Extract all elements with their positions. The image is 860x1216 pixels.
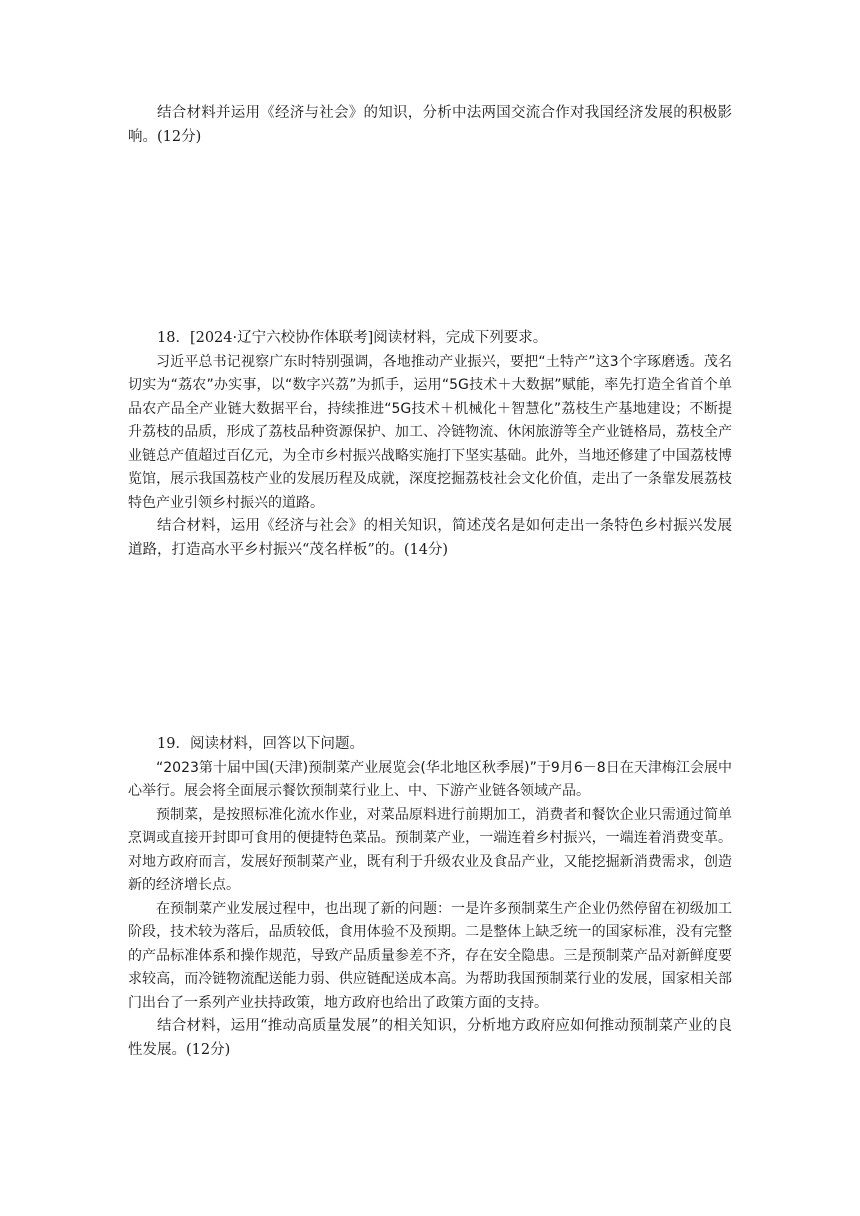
q19-para3: 在预制菜产业发展过程中，也出现了新的问题：一是许多预制菜生产企业仍然停留在初级加工阶段，技术较为落后，品质较低，食用体验不及预期。二是整体上缺乏统一的国家标准，没有完整的产品标准体系和操作规范，导致产品质量参差不齐，存在安全隐患。三是预制菜产品对新鲜度要求较高，而冷链物流配送能力弱、供应链配送成本高。为帮助我国预制菜行业的发展，国家相关部门出台了一系列产业扶持政策，地方政府也给出了政策方面的支持。 xyxy=(128,900,732,1011)
q18-header: 18．[2024·辽宁六校协作体联考]阅读材料，完成下列要求。 xyxy=(157,330,548,346)
q18-material: 习近平总书记视察广东时特别强调，各地推动产业振兴，要把“土特产”这3个字琢磨透。茂名切实为“荔农”办实事，以“数字兴荔”为抓手，运用“5G技术＋大数据”赋能，率先打造全省首个单品农产品全产业链大数据平台，持续推进“5G技术＋机械化＋智慧化”荔枝生产基地建设；不断提升荔枝的品质，形成了荔枝品种资源保护、加工、冷链物流、休闲旅游等全产业链格局，荔枝全产业链总产值超过百亿元，为全市乡村振兴战略实施打下坚实基础。此外，当地还修建了中国荔枝博览馆，展示我国荔枝产业的发展历程及成就，深度挖掘荔枝社会文化价值，走出了一条靠发展荔枝特色产业引领乡村振兴的道路。 xyxy=(128,353,732,511)
question-19 xyxy=(128,733,732,1062)
q19-para1: “2023第十届中国(天津)预制菜产业展览会(华北地区秋季展)”于9月6－8日在天津梅江会展中心举行。展会将全面展示餐饮预制菜行业上、中、下游产业链各领域产品。 xyxy=(128,759,732,799)
q18-prompt: 结合材料，运用《经济与社会》的相关知识，简述茂名是如何走出一条特色乡村振兴发展道路，打造高水平乡村振兴“茂名样板”的。(14分) xyxy=(128,518,732,558)
question-17 xyxy=(128,102,732,149)
q17-prompt: 结合材料并运用《经济与社会》的知识，分析中法两国交流合作对我国经济发展的积极影响。(12分) xyxy=(128,105,732,145)
q19-para2: 预制菜，是按照标准化流水作业，对菜品原料进行前期加工，消费者和餐饮企业只需通过简单烹调或直接开封即可食用的便捷特色菜品。预制菜产业，一端连着乡村振兴，一端连着消费变革。对地方政府而言，发展好预制菜产业，既有利于升级农业及食品产业，又能挖掘新消费需求，创造新的经济增长点。 xyxy=(128,806,732,893)
q19-prompt: 结合材料，运用“推动高质量发展”的相关知识，分析地方政府应如何推动预制菜产业的良性发展。(12分) xyxy=(128,1018,732,1058)
question-18 xyxy=(128,327,732,562)
q19-header: 19．阅读材料，回答以下问题。 xyxy=(157,736,364,752)
